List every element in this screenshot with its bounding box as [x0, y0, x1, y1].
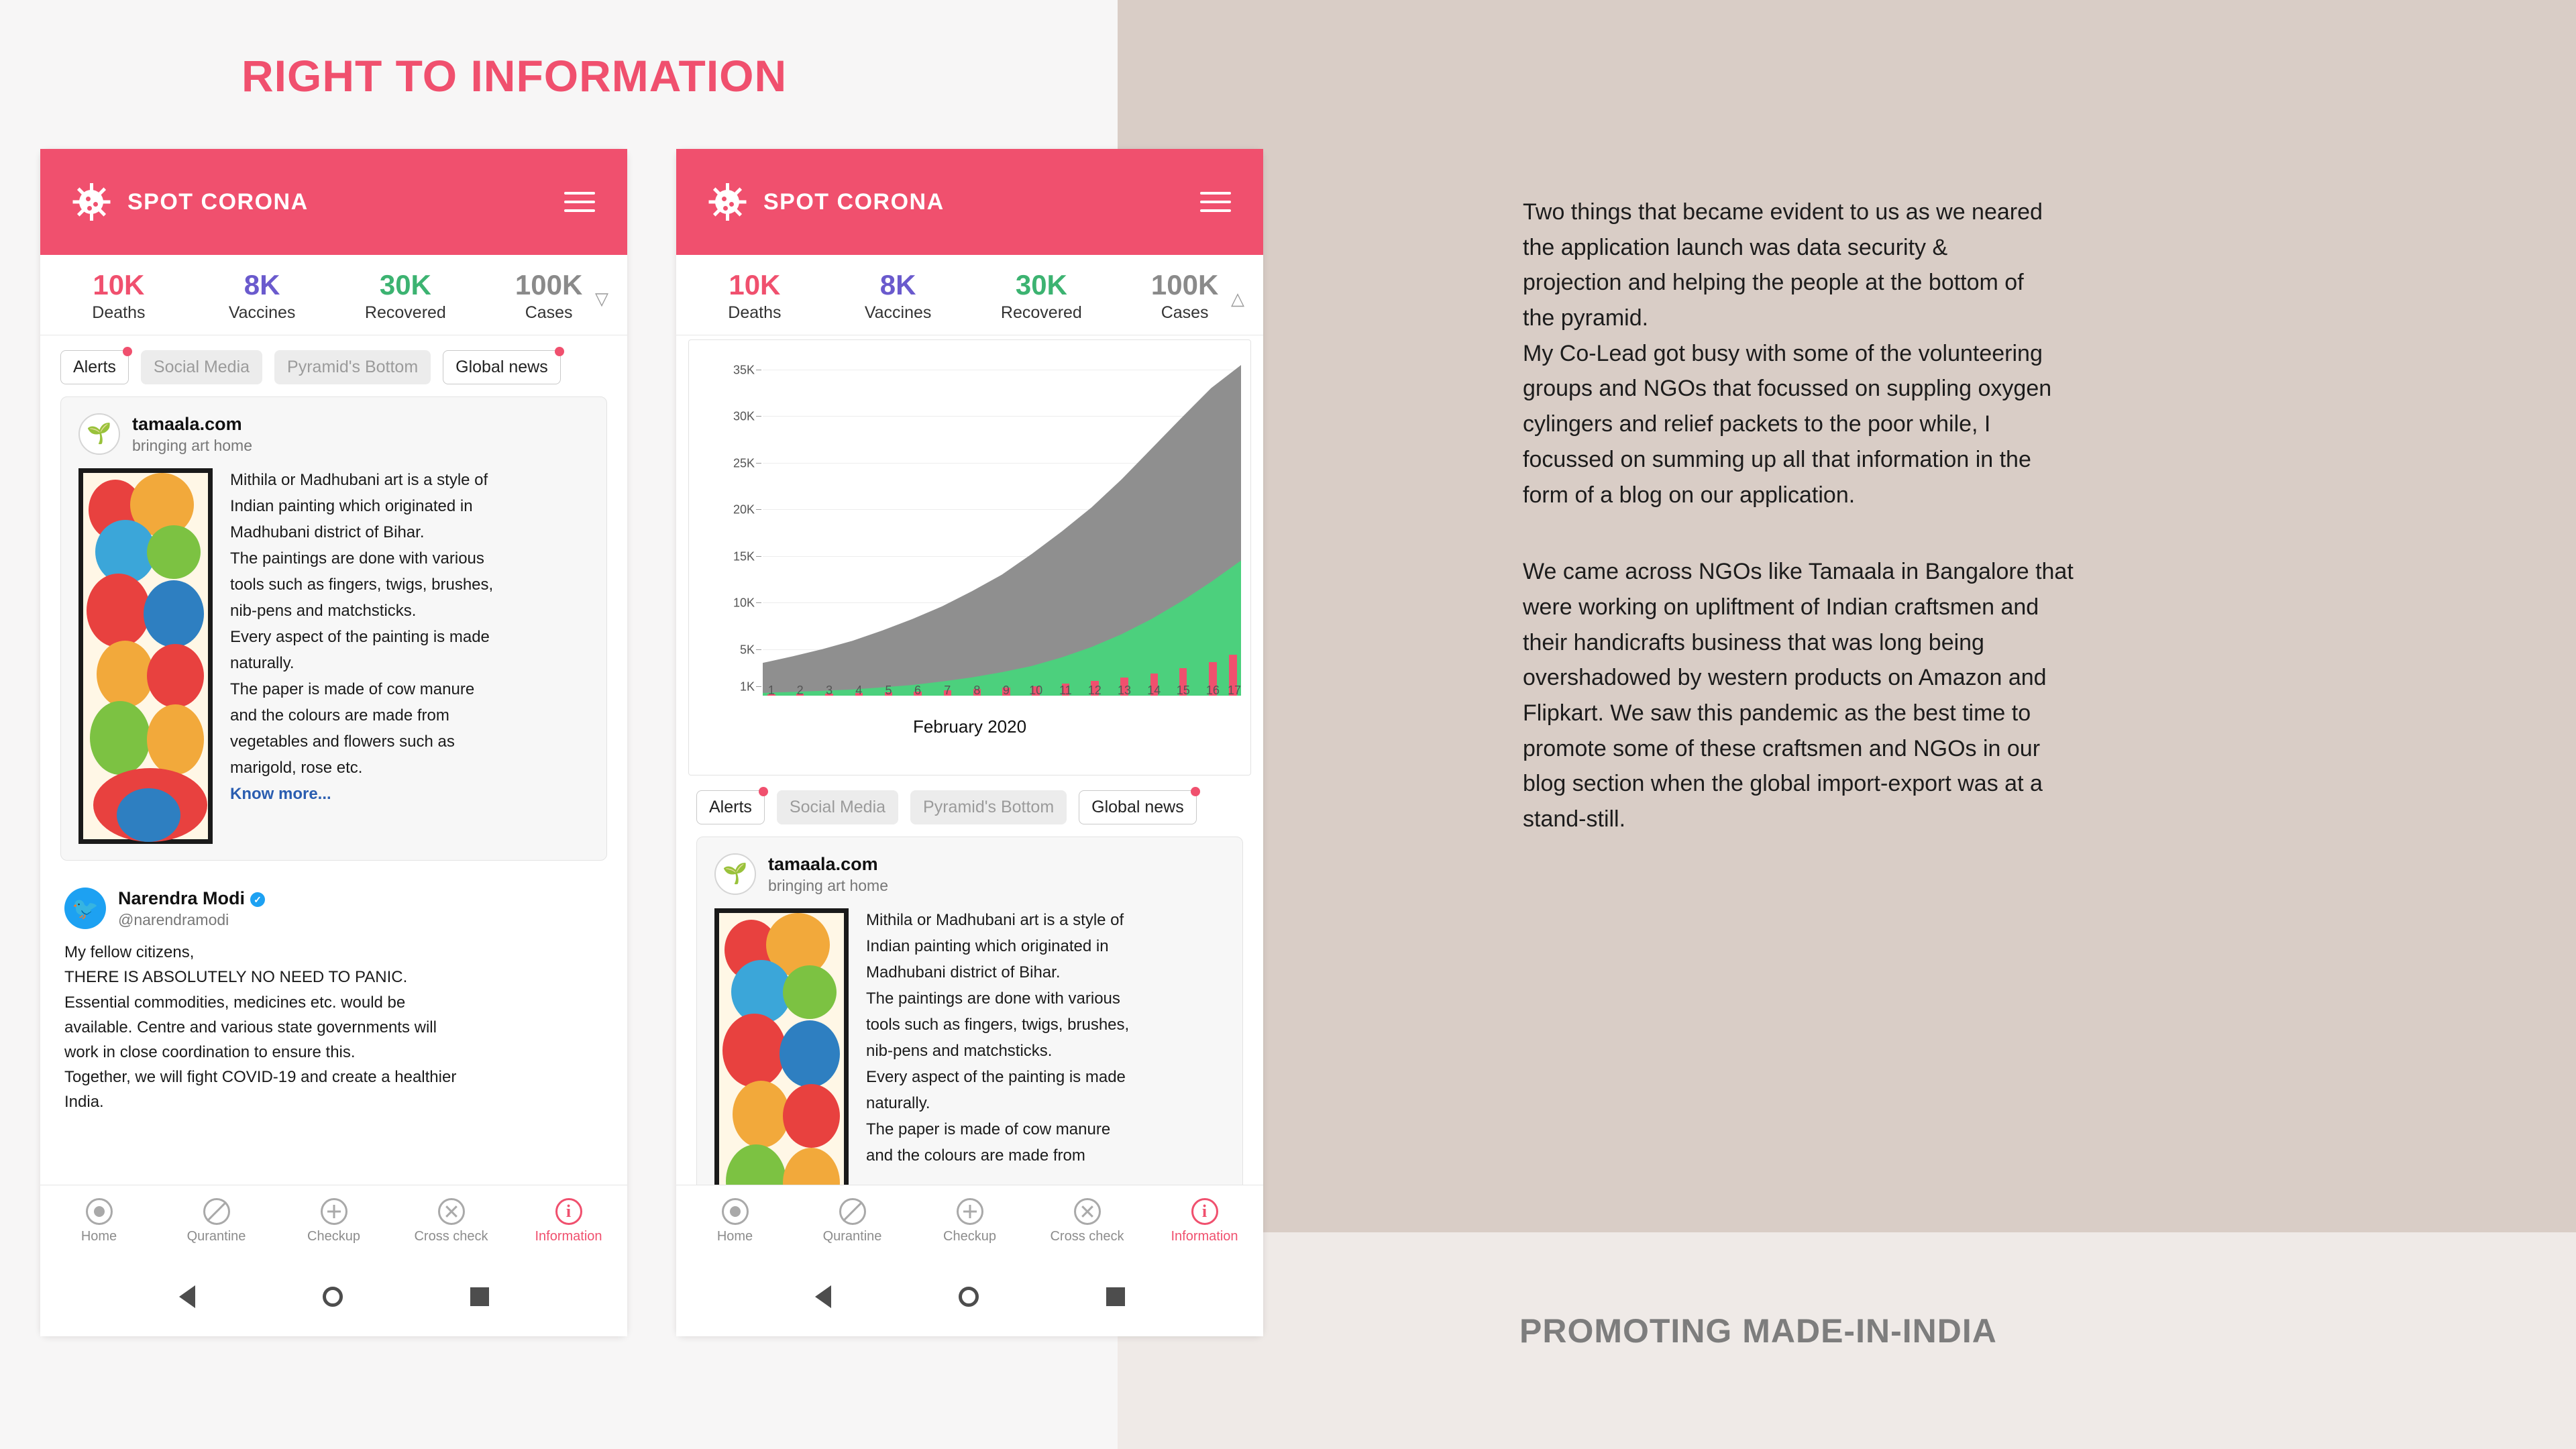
x-tick-label: 6: [914, 684, 922, 698]
tab-label: Pyramid's Bottom: [923, 798, 1055, 817]
tweet-line: available. Centre and various state governments will: [64, 1018, 437, 1036]
chart-x-axis: [763, 684, 1241, 710]
x-tick-label: 9: [1002, 684, 1010, 698]
app-name: SPOT CORONA: [127, 189, 309, 215]
nav-label: Home: [80, 1229, 117, 1244]
article-line: naturally.: [866, 1094, 930, 1113]
nav-item-information[interactable]: [510, 1198, 627, 1244]
tab-global-news[interactable]: [1079, 790, 1197, 824]
article-body: [714, 908, 1225, 1224]
chart-plot-area: [733, 351, 1241, 696]
nav-item-cross-check[interactable]: [392, 1198, 510, 1244]
article-line: The paintings are done with various: [230, 549, 484, 568]
home-circle-icon: [722, 1198, 749, 1225]
chart-series-areas: [763, 351, 1241, 696]
stat-value: 8K: [879, 269, 916, 301]
bottom-nav: [40, 1185, 627, 1257]
tab-alerts[interactable]: [60, 350, 129, 384]
bottom-nav: [676, 1185, 1263, 1257]
tab-label: Global news: [1091, 798, 1184, 817]
paragraph-spacer: [1523, 513, 2187, 554]
article-text: [230, 468, 493, 844]
narrative-line: promote some of these craftsmen and NGOs in our: [1523, 735, 2041, 761]
tweet-line: Essential commodities, medicines etc. would be: [64, 993, 406, 1012]
tweet-line: Together, we will fight COVID-19 and create a healthier: [64, 1068, 457, 1087]
article-line: Madhubani district of Bihar.: [866, 963, 1061, 982]
article-line: marigold, rose etc.: [230, 759, 363, 777]
list-item-tweet[interactable]: [60, 875, 607, 1121]
x-tick-label: 4: [855, 684, 863, 698]
page-title: RIGHT TO INFORMATION: [241, 51, 788, 101]
article-header: [714, 853, 1225, 895]
android-system-bar: [40, 1257, 627, 1336]
tweet-header: [64, 888, 603, 929]
stat-value: 30K: [1015, 269, 1067, 301]
article-source: tamaala.com: [132, 413, 242, 434]
nav-item-quarantine[interactable]: [158, 1198, 275, 1244]
tweet-handle: @narendramodi: [118, 910, 229, 928]
article-line: Mithila or Madhubani art is a style of: [866, 911, 1124, 930]
tab-badge: [555, 347, 564, 356]
stat-label: Cases: [525, 303, 573, 323]
nav-item-checkup[interactable]: [275, 1198, 392, 1244]
article-line: Mithila or Madhubani art is a style of: [230, 471, 488, 490]
tab-pyramids-bottom[interactable]: [274, 350, 431, 384]
app-header: [676, 149, 1263, 255]
stat-label: Vaccines: [228, 303, 296, 323]
narrative-line: cylingers and relief packets to the poor while, I: [1523, 411, 1991, 437]
verified-badge-icon: ✓: [250, 892, 265, 907]
narrative-line: overshadowed by western products on Amazon and: [1523, 665, 2047, 691]
x-tick-label: 11: [1059, 684, 1072, 698]
tabs-row: [40, 335, 627, 396]
article-line: Indian painting which originated in: [866, 937, 1109, 956]
narrative-line: the application launch was data security &: [1523, 234, 1948, 260]
app-header: [40, 149, 627, 255]
y-tick-label: 20K: [733, 502, 755, 517]
narrative-line: We came across NGOs like Tamaala in Bangalore that: [1523, 559, 2074, 585]
x-tick-label: 1: [767, 684, 775, 698]
back-triangle-icon[interactable]: [815, 1285, 831, 1308]
no-entry-icon: [203, 1198, 230, 1225]
x-tick-label: 3: [826, 684, 833, 698]
nav-label: Qurantine: [822, 1229, 882, 1244]
x-tick-label: 5: [885, 684, 892, 698]
narrative-line: blog section when the global import-export was at a: [1523, 771, 2043, 797]
article-line: tools such as fingers, twigs, brushes,: [230, 576, 494, 594]
stat-cases[interactable]: [477, 270, 621, 323]
x-tick-label: 12: [1087, 684, 1102, 698]
tweet-body: [64, 940, 603, 1114]
stat-value: 10K: [93, 269, 145, 301]
x-tick-label: 14: [1147, 684, 1161, 698]
article-line: naturally.: [230, 654, 294, 673]
stat-label: Deaths: [728, 303, 782, 323]
recents-square-icon[interactable]: [470, 1287, 489, 1306]
phone-mockup-left: [40, 149, 627, 1336]
stat-value: 30K: [379, 269, 431, 301]
nav-label: Checkup: [307, 1229, 360, 1244]
tabs-row: [676, 775, 1263, 837]
stat-label: Deaths: [92, 303, 146, 323]
know-more-link[interactable]: Know more...: [230, 785, 331, 804]
y-tick-label: 30K: [733, 409, 755, 423]
x-tick-label: 13: [1118, 684, 1132, 698]
article-line: Indian painting which originated in: [230, 497, 473, 516]
stat-vaccines[interactable]: [191, 270, 334, 323]
narrative-line: the pyramid.: [1523, 305, 1649, 331]
article-tagline: bringing art home: [768, 876, 888, 894]
nav-label: Information: [535, 1229, 602, 1244]
article-body: [78, 468, 589, 844]
stat-label: Vaccines: [864, 303, 932, 323]
home-circle-icon[interactable]: [959, 1287, 979, 1307]
nav-item-home[interactable]: [676, 1198, 794, 1244]
article-line: Every aspect of the painting is made: [230, 628, 490, 647]
recents-square-icon[interactable]: [1106, 1287, 1125, 1306]
narrative-text: [1523, 195, 2187, 837]
stat-label: Cases: [1161, 303, 1209, 323]
y-tick-label: 1K: [739, 680, 755, 694]
tab-label: Social Media: [153, 358, 250, 377]
nav-label: Cross check: [1050, 1229, 1124, 1244]
chevron-down-icon[interactable]: ▽: [595, 288, 608, 309]
stat-label: Recovered: [1000, 303, 1082, 323]
twitter-bird-icon: 🐦: [64, 888, 106, 929]
article-line: nib-pens and matchsticks.: [866, 1042, 1053, 1061]
article-line: tools such as fingers, twigs, brushes,: [866, 1016, 1130, 1034]
narrative-line: were working on upliftment of Indian craftsmen and: [1523, 594, 2039, 620]
home-circle-icon: [86, 1198, 113, 1225]
app-name: SPOT CORONA: [763, 189, 945, 215]
nav-item-cross-check[interactable]: [1028, 1198, 1146, 1244]
nav-label: Information: [1171, 1229, 1238, 1244]
nav-label: Checkup: [943, 1229, 996, 1244]
article-line: and the colours are made from: [230, 706, 449, 725]
tweet-line: THERE IS ABSOLUTELY NO NEED TO PANIC.: [64, 968, 408, 987]
footer-caption: PROMOTING MADE-IN-INDIA: [1519, 1312, 1997, 1350]
y-tick-label: 15K: [733, 549, 755, 564]
narrative-line: My Co-Lead got busy with some of the volunteering: [1523, 340, 2043, 366]
x-tick-label: 7: [944, 684, 951, 698]
narrative-line: their handicrafts business that was long being: [1523, 629, 1984, 655]
narrative-line: Two things that became evident to us as we neared: [1523, 199, 2043, 225]
plus-circle-icon: [957, 1198, 983, 1225]
avatar: [78, 413, 120, 455]
article-text: [866, 908, 1129, 1224]
narrative-line: groups and NGOs that focussed on suppling oxygen: [1523, 376, 2052, 402]
article-line: and the colours are made from: [866, 1146, 1085, 1165]
tab-alerts[interactable]: [696, 790, 765, 824]
info-circle-icon: i: [1191, 1198, 1218, 1225]
hamburger-icon[interactable]: [564, 192, 595, 212]
tweet-line: My fellow citizens,: [64, 943, 195, 962]
phone-mockup-right: [676, 149, 1263, 1336]
nav-label: Qurantine: [186, 1229, 246, 1244]
x-tick-label: 8: [973, 684, 981, 698]
stat-recovered[interactable]: [334, 270, 478, 323]
y-tick-label: 5K: [739, 643, 755, 657]
madhubani-painting-image: [714, 908, 849, 1224]
stats-row: [40, 255, 627, 335]
stat-value: 10K: [729, 269, 781, 301]
chart-x-axis-title: February 2020: [912, 716, 1027, 737]
article-line: The paintings are done with various: [866, 989, 1120, 1008]
article-source: tamaala.com: [768, 853, 878, 874]
plus-circle-icon: [321, 1198, 347, 1225]
tab-badge: [123, 347, 132, 356]
nav-item-home[interactable]: [40, 1198, 158, 1244]
plant-icon: 🌱: [87, 423, 112, 445]
stat-value: 8K: [244, 269, 280, 301]
stat-cases[interactable]: [1113, 270, 1256, 323]
virus-icon: [72, 183, 110, 221]
x-tick-label: 2: [796, 684, 804, 698]
stat-label: Recovered: [364, 303, 446, 323]
tab-label: Global news: [455, 358, 548, 377]
feed-list[interactable]: [40, 396, 627, 1121]
tab-badge: [759, 787, 768, 796]
tweet-author: Narendra Modi: [118, 888, 246, 908]
x-tick-label: 10: [1029, 684, 1043, 698]
stat-value: 100K: [515, 269, 583, 301]
stat-recovered[interactable]: [970, 270, 1114, 323]
stat-deaths[interactable]: [683, 270, 826, 323]
tab-pyramids-bottom[interactable]: [910, 790, 1067, 824]
y-tick-label: 35K: [733, 363, 755, 377]
nav-item-information[interactable]: [1146, 1198, 1263, 1244]
narrative-line: focussed on summing up all that information in the: [1523, 446, 2031, 472]
article-line: The paper is made of cow manure: [866, 1120, 1111, 1139]
cross-circle-icon: [438, 1198, 465, 1225]
info-circle-icon: i: [555, 1198, 582, 1225]
no-entry-icon: [839, 1198, 866, 1225]
tweet-line: work in close coordination to ensure this.: [64, 1042, 356, 1061]
avatar: [714, 853, 756, 895]
y-tick-label: 10K: [733, 596, 755, 610]
madhubani-painting-image: [78, 468, 213, 844]
list-item-article[interactable]: [696, 837, 1243, 1240]
tab-social-media[interactable]: [141, 350, 262, 384]
nav-label: Cross check: [414, 1229, 488, 1244]
cases-chart[interactable]: [688, 339, 1251, 775]
tab-social-media[interactable]: [777, 790, 898, 824]
article-line: nib-pens and matchsticks.: [230, 602, 417, 621]
narrative-line: stand-still.: [1523, 806, 1626, 832]
stat-deaths[interactable]: [47, 270, 191, 323]
narrative-line: projection and helping the people at the bottom of: [1523, 270, 2024, 296]
article-line: Every aspect of the painting is made: [866, 1068, 1126, 1087]
tab-label: Alerts: [709, 798, 752, 817]
nav-label: Home: [716, 1229, 753, 1244]
home-circle-icon[interactable]: [323, 1287, 343, 1307]
x-tick-label: 17: [1228, 684, 1242, 698]
plant-icon: 🌱: [722, 863, 748, 885]
tab-badge: [1191, 787, 1200, 796]
back-triangle-icon[interactable]: [179, 1285, 195, 1308]
cross-circle-icon: [1074, 1198, 1101, 1225]
tab-label: Social Media: [789, 798, 886, 817]
y-tick-label: 25K: [733, 456, 755, 470]
nav-item-checkup[interactable]: [911, 1198, 1028, 1244]
tab-label: Pyramid's Bottom: [287, 358, 419, 377]
article-header: [78, 413, 589, 455]
article-line: vegetables and flowers such as: [230, 733, 455, 751]
stat-value: 100K: [1150, 269, 1219, 301]
narrative-line: form of a blog on our application.: [1523, 482, 1856, 508]
hamburger-icon[interactable]: [1200, 192, 1231, 212]
feed-list[interactable]: [676, 837, 1263, 1240]
article-tagline: bringing art home: [132, 436, 252, 454]
virus-icon: [708, 183, 746, 221]
x-tick-label: 15: [1176, 684, 1190, 698]
article-line: The paper is made of cow manure: [230, 680, 475, 699]
nav-item-quarantine[interactable]: [794, 1198, 911, 1244]
chevron-up-icon[interactable]: △: [1231, 288, 1244, 309]
stats-row: [676, 255, 1263, 335]
tab-label: Alerts: [73, 358, 116, 377]
tweet-line: India.: [64, 1093, 104, 1112]
narrative-line: Flipkart. We saw this pandemic as the best time to: [1523, 700, 2031, 726]
x-tick-label: 16: [1205, 684, 1220, 698]
article-line: Madhubani district of Bihar.: [230, 523, 425, 542]
tab-global-news[interactable]: [443, 350, 561, 384]
list-item-article[interactable]: [60, 396, 607, 861]
android-system-bar: [676, 1257, 1263, 1336]
stat-vaccines[interactable]: [826, 270, 970, 323]
